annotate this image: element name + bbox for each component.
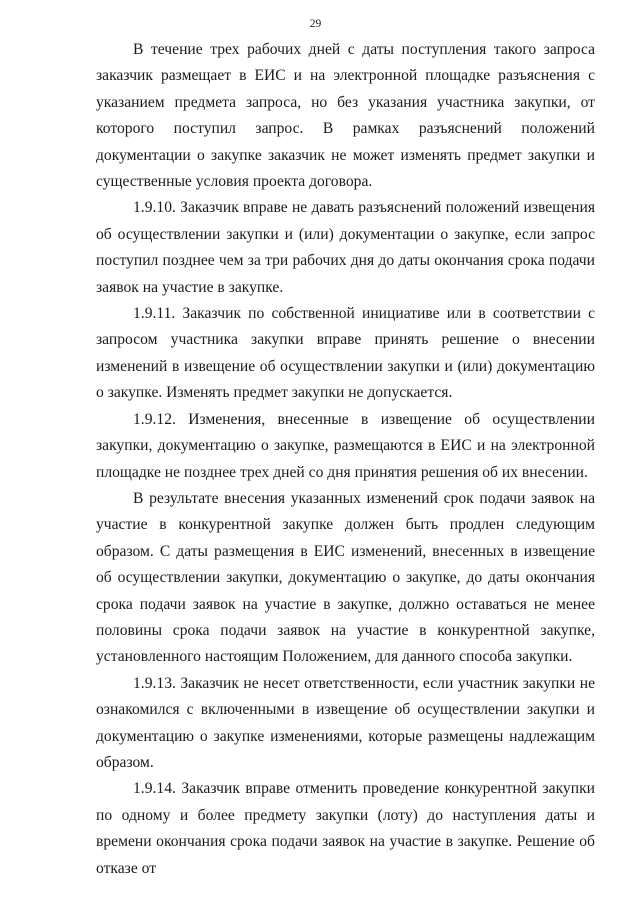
paragraph-1-9-14: 1.9.14. Заказчик вправе отменить проведение конкурентной закупки по одному и более предмету закупки (лоту) до наступления даты и времени окончания срока подачи заявок на участие в закупке. Решение об отказе от [96,780,595,877]
paragraph-1-9-13: 1.9.13. Заказчик не несет ответственности, если участник закупки не ознакомился с включенными в извещение об осуществлении закупки и документацию о закупке изменениями, которые размещены надлежащим образом. [96,674,595,771]
paragraph-1-9-10: 1.9.10. Заказчик вправе не давать разъяснений положений извещения об осуществлении закупки и (или) документации о закупке, если запрос поступил позднее чем за три рабочих дня до даты окончания срока подачи заявок на участие в закупке. [96,199,595,296]
paragraph-1-9-11: 1.9.11. Заказчик по собственной инициативе или в соответствии с запросом участника закупки вправе принять решение о внесении изменений в извещение об осуществлении закупки и (или) документацию о закупке. Изменять предмет закупки не допускается. [96,305,595,402]
paragraph-1-9-12: 1.9.12. Изменения, внесенные в извещение об осуществлении закупки, документацию о закупке, размещаются в ЕИС и на электронной площадке не позднее трех дней со дня принятия решения об их внесении. [96,410,595,481]
paragraph-deadline-extension: В результате внесения указанных изменений срок подачи заявок на участие в конкурентной закупке должен быть продлен следующим образом. С даты размещения в ЕИС изменений, внесенных в извещение об осуществлении закупки, документацию о закупке, до даты окончания срока подачи заявок на участие в закупке, должно оставаться не менее половины срока подачи заявок на участие в конкурентной закупке, установленного настоящим Положением, для данного способа закупки. [96,489,595,666]
page-number: 29 [309,18,322,30]
document-body [96,37,595,882]
paragraph-clarification-placement: В течение трех рабочих дней с даты поступления такого запроса заказчик размещает в ЕИС и на электронной площадке разъяснения с указанием предмета запроса, но без указания участника закупки, от которого поступил запрос. В рамках разъяснений положений документации о закупке заказчик не может изменять предмет закупки и существенные условия проекта договора. [96,41,595,191]
